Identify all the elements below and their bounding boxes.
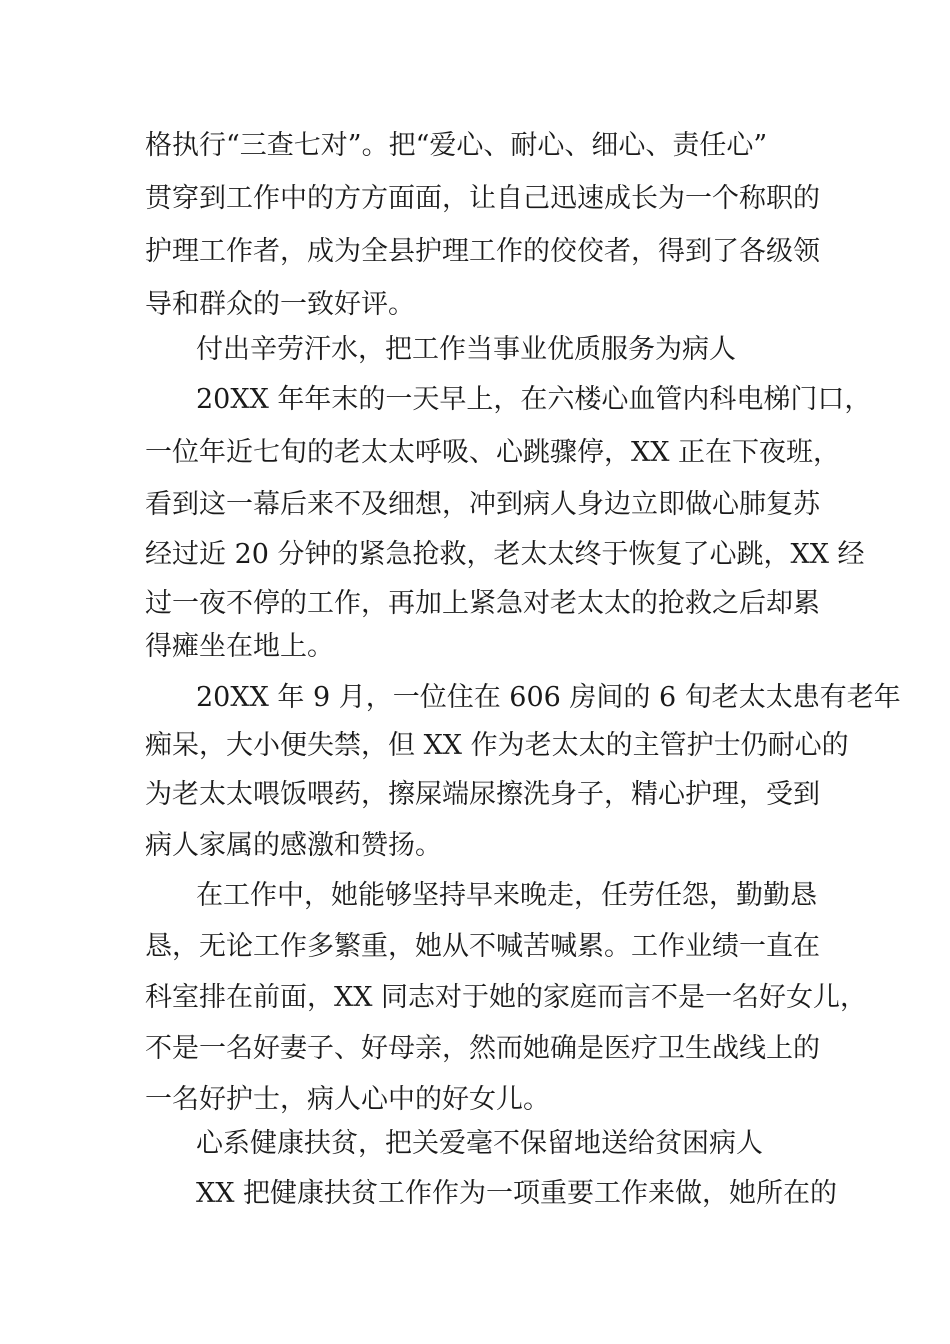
text-line: 20XX 年年末的一天早上，在六楼心血管内科电梯门口， [196, 384, 872, 415]
text-line: 不是一名好妻子、好母亲，然而她确是医疗卫生战线上的 [145, 1033, 820, 1064]
text-line: 痴呆，大小便失禁，但 XX 作为老太太的主管护士仍耐心的 [145, 730, 849, 761]
text-line: 恳，无论工作多繁重，她从不喊苦喊累。工作业绩一直在 [145, 931, 820, 962]
text-line: 病人家属的感激和赞扬。 [145, 830, 442, 861]
text-line: 得瘫坐在地上。 [145, 631, 334, 662]
text-line: 格执行“三查七对”。把“爱心、耐心、细心、责任心” [145, 130, 768, 161]
text-line: 贯穿到工作中的方方面面，让自己迅速成长为一个称职的 [145, 183, 820, 214]
text-line: 在工作中，她能够坚持早来晚走，任劳任怨，勤勤恳 [196, 880, 817, 911]
text-line: 护理工作者，成为全县护理工作的佼佼者，得到了各级领 [145, 236, 820, 267]
text-line: 科室排在前面，XX 同志对于她的家庭而言不是一名好女儿， [145, 982, 868, 1013]
text-line: 为老太太喂饭喂药，擦屎端尿擦洗身子，精心护理，受到 [145, 779, 820, 810]
text-line: 看到这一幕后来不及细想，冲到病人身边立即做心肺复苏 [145, 489, 820, 520]
section-heading: 付出辛劳汗水，把工作当事业优质服务为病人 [196, 334, 736, 365]
text-line: 过一夜不停的工作，再加上紧急对老太太的抢救之后却累 [145, 588, 820, 619]
text-line: 导和群众的一致好评。 [145, 289, 415, 320]
text-line: XX 把健康扶贫工作作为一项重要工作来做，她所在的 [196, 1178, 838, 1209]
text-line: 一位年近七旬的老太太呼吸、心跳骤停，XX 正在下夜班， [145, 437, 841, 468]
text-line: 20XX 年 9 月，一位住在 606 房间的 6 旬老太太患有老年 [196, 682, 901, 713]
section-heading: 心系健康扶贫，把关爱毫不保留地送给贫困病人 [196, 1128, 763, 1159]
text-line: 一名好护士，病人心中的好女儿。 [145, 1084, 550, 1115]
text-line: 经过近 20 分钟的紧急抢救，老太太终于恢复了心跳，XX 经 [145, 539, 865, 570]
